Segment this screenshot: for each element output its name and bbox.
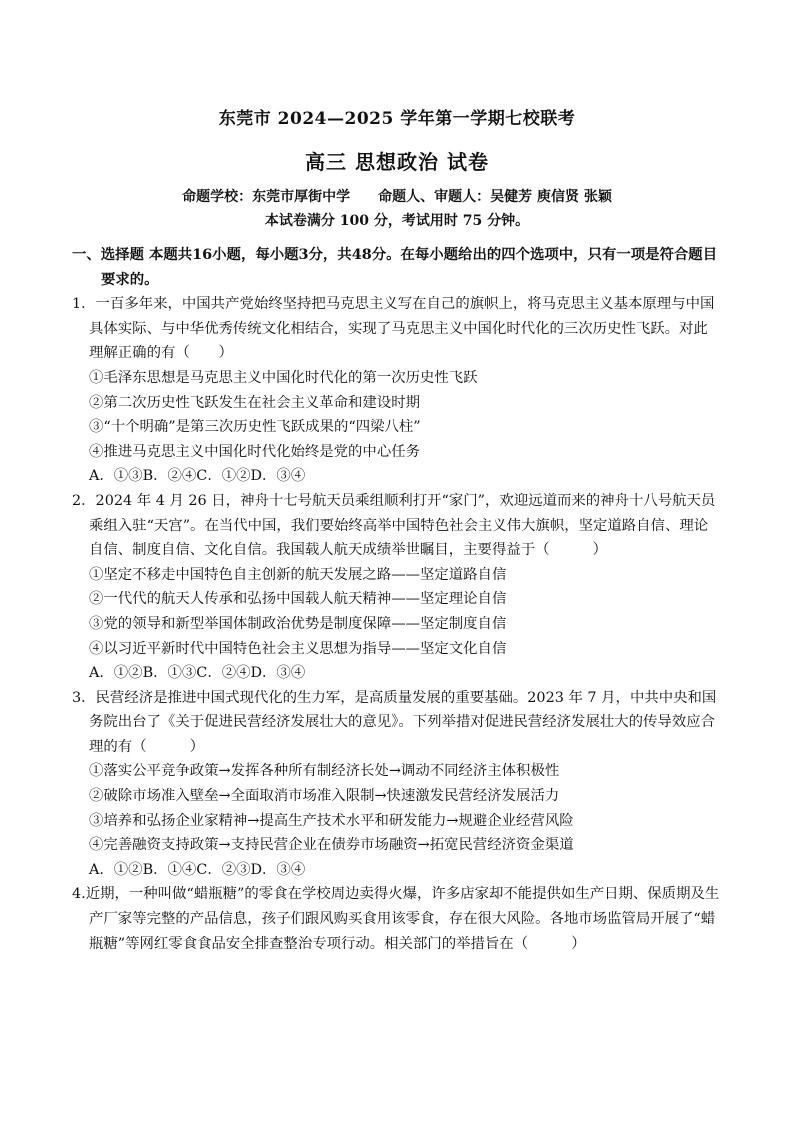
- answer-choices: A．①③B．②④C．①②D．③④: [89, 468, 306, 485]
- exam-title: 东莞市 2024—2025 学年第一学期七校联考: [218, 109, 576, 129]
- question-stem: 2．2024 年 4 月 26 日，神舟十七号航天员乘组顺利打开“家门”，欢迎远道而来的神舟十八号航天员乘组入驻“天宫”。在当代中国，我们要始终高举中国特色社会主义伟大旗帜，坚定道路自信、理论自信、制度自信、文化自信。我国载人航天成绩举世瞩目，主要得益于（ ）: [72, 492, 716, 559]
- question-option: ②一代代的航天人传承和弘扬中国载人航天精神——坚定理论自信: [89, 591, 507, 608]
- question-option: ③“十个明确”是第三次历史性飞跃成果的“四梁八柱”: [89, 419, 421, 436]
- setter-line: 命题学校：东莞市厚街中学 命题人、审题人：吴健芳 庾信贤 张颖: [182, 189, 612, 205]
- question-option: ③培养和弘扬企业家精神→提高生产技术水平和研发能力→规避企业经营风险: [89, 812, 574, 829]
- question-option: ④以习近平新时代中国特色社会主义思想为指导——坚定文化自信: [89, 640, 507, 657]
- question-option: ③党的领导和新型举国体制政治优势是制度保障——坚定制度自信: [89, 615, 507, 632]
- section-heading: 一、选择题 本题共16小题，每小题3分，共48分。在每小题给出的四个选项中，只有一项是符合题目要求的。: [72, 246, 718, 288]
- question-option: ④推进马克思主义中国化时代化始终是党的中心任务: [89, 443, 420, 460]
- question-stem: 3．民营经济是推进中国式现代化的生力军，是高质量发展的重要基础。2023 年 7 月，中共中央和国务院出台了《关于促进民营经济发展壮大的意见》。下列举措对促进民营经济发展壮大的传导效应合理的有（ ）: [72, 689, 717, 755]
- question-stem: 4.近期，一种叫做“蜡瓶糖”的零食在学校周边卖得火爆，许多店家却不能提供如生产日期、保质期及生产厂家等完整的产品信息，孩子们跟风购买食用该零食，存在很大风险。各地市场监管局开展了“蜡瓶糖”等网红零食食品安全排查整治专项行动。相关部门的举措旨在（ ）: [72, 886, 720, 952]
- question-1: [72, 292, 722, 489]
- answer-choices: A．①②B．①④C．②③D．③④: [89, 861, 306, 878]
- question-option: ①毛泽东思想是马克思主义中国化时代化的第一次历史性飞跃: [89, 369, 478, 386]
- question-option: ②破除市场准入壁垒→全面取消市场准入限制→快速激发民营经济发展活力: [89, 788, 560, 805]
- answer-choices: A．①②B．①③C．②④D．③④: [89, 665, 306, 682]
- exam-content: [72, 243, 722, 956]
- question-option: ①落实公平竞争政策→发挥各种所有制经济长处→调动不同经济主体积极性: [89, 763, 560, 780]
- question-option: ④完善融资支持政策→支持民营企业在债券市场融资→拓宽民营经济资金渠道: [89, 837, 574, 854]
- question-stem: 1．一百多年来，中国共产党始终坚持把马克思主义写在自己的旗帜上，将马克思主义基本原理与中国具体实际、与中华优秀传统文化相结合，实现了马克思主义中国化时代化的三次历史性飞跃。对此理解正确的有（ ）: [72, 296, 715, 362]
- paper-title: 高三 思想政治 试卷: [305, 150, 489, 174]
- question-option: ①坚定不移走中国特色自主创新的航天发展之路——坚定道路自信: [89, 566, 507, 583]
- score-line: 本试卷满分 100 分，考试用时 75 分钟。: [264, 213, 530, 229]
- question-4: [72, 882, 722, 956]
- question-option: ②第二次历史性飞跃发生在社会主义革命和建设时期: [89, 394, 420, 411]
- question-3: [72, 686, 722, 883]
- question-2: [72, 489, 722, 686]
